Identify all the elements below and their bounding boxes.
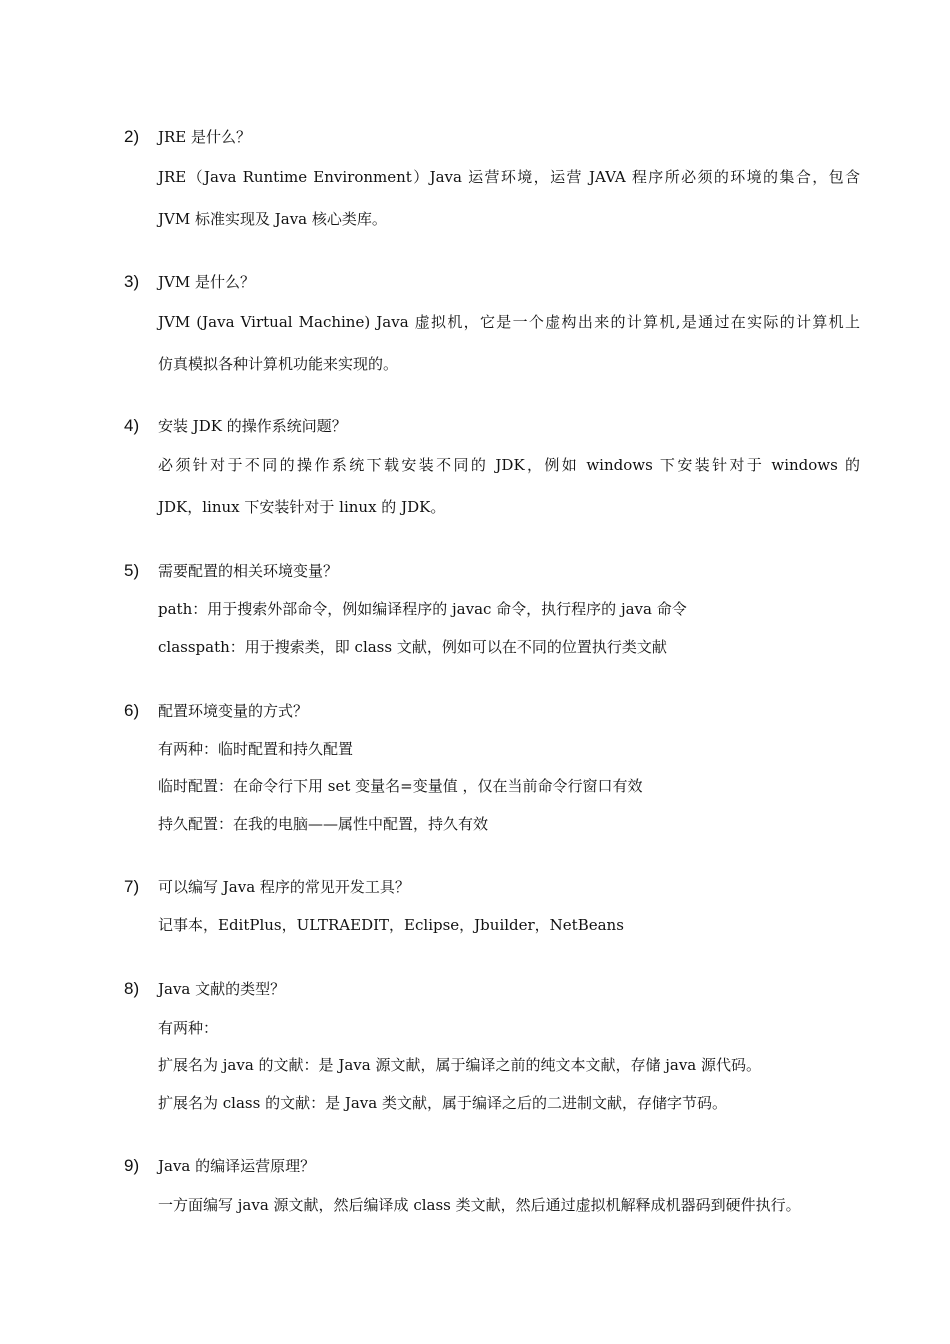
item-number: 8) [124,979,140,998]
answer-line: 扩展名为 class 的文献：是 Java 类文献，属于编译之后的二进制文献，存储字节码。 [158,1094,727,1112]
item-number: 5) [124,561,140,580]
answer-line: JVM 标准实现及 Java 核心类库。 [158,210,387,228]
answer-line: JVM (Java Virtual Machine) Java 虚拟机，它是一个虚构出来的计算机,是通过在实际的计算机上 [158,313,860,331]
answer-line: 扩展名为 java 的文献：是 Java 源文献，属于编译之前的纯文本文献，存储 java 源代码。 [158,1056,762,1074]
answer-line: 持久配置：在我的电脑——属性中配置，持久有效 [158,815,489,833]
item-number: 7) [124,877,140,896]
item-number: 2) [124,127,140,146]
item-number: 3) [124,272,140,291]
answer-line: JRE（Java Runtime Environment）Java 运营环境，运营 JAVA 程序所必须的环境的集合，包含 [158,168,860,186]
answer-line: 记事本，EditPlus，ULTRAEDIT，Eclipse，Jbuilder，NetBeans [158,916,624,934]
answer-line: 有两种： [158,1019,219,1037]
item-question: 配置环境变量的方式？ [158,702,309,720]
answer-line: JDK，linux 下安装针对于 linux 的 JDK。 [158,498,446,516]
answer-line: 临时配置：在命令行下用 set 变量名=变量值 ，仅在当前命令行窗口有效 [158,777,643,795]
item-question: JVM 是什么？ [158,273,255,291]
item-question: 需要配置的相关环境变量？ [158,562,339,580]
item-question: 可以编写 Java 程序的常见开发工具？ [158,878,410,896]
item-number: 9) [124,1156,140,1175]
item-number: 6) [124,701,140,720]
item-question: 安装 JDK 的操作系统问题？ [158,417,347,435]
answer-line: classpath：用于搜索类，即 class 文献，例如可以在不同的位置执行类文献 [158,638,667,656]
item-question: JRE 是什么？ [158,128,252,146]
answer-line: 仿真模拟各种计算机功能来实现的。 [158,355,399,373]
item-question: Java 文献的类型？ [158,980,286,998]
answer-line: path：用于搜索外部命令，例如编译程序的 javac 命令，执行程序的 java 命令 [158,600,687,618]
answer-line: 必须针对于不同的操作系统下载安装不同的 JDK，例如 windows 下安装针对于 windows 的 [158,456,860,474]
item-number: 4) [124,416,140,435]
answer-line: 有两种：临时配置和持久配置 [158,740,354,758]
item-question: Java 的编译运营原理？ [158,1157,316,1175]
answer-line: 一方面编写 java 源文献，然后编译成 class 类文献，然后通过虚拟机解释成机器码到硬件执行。 [158,1196,801,1214]
